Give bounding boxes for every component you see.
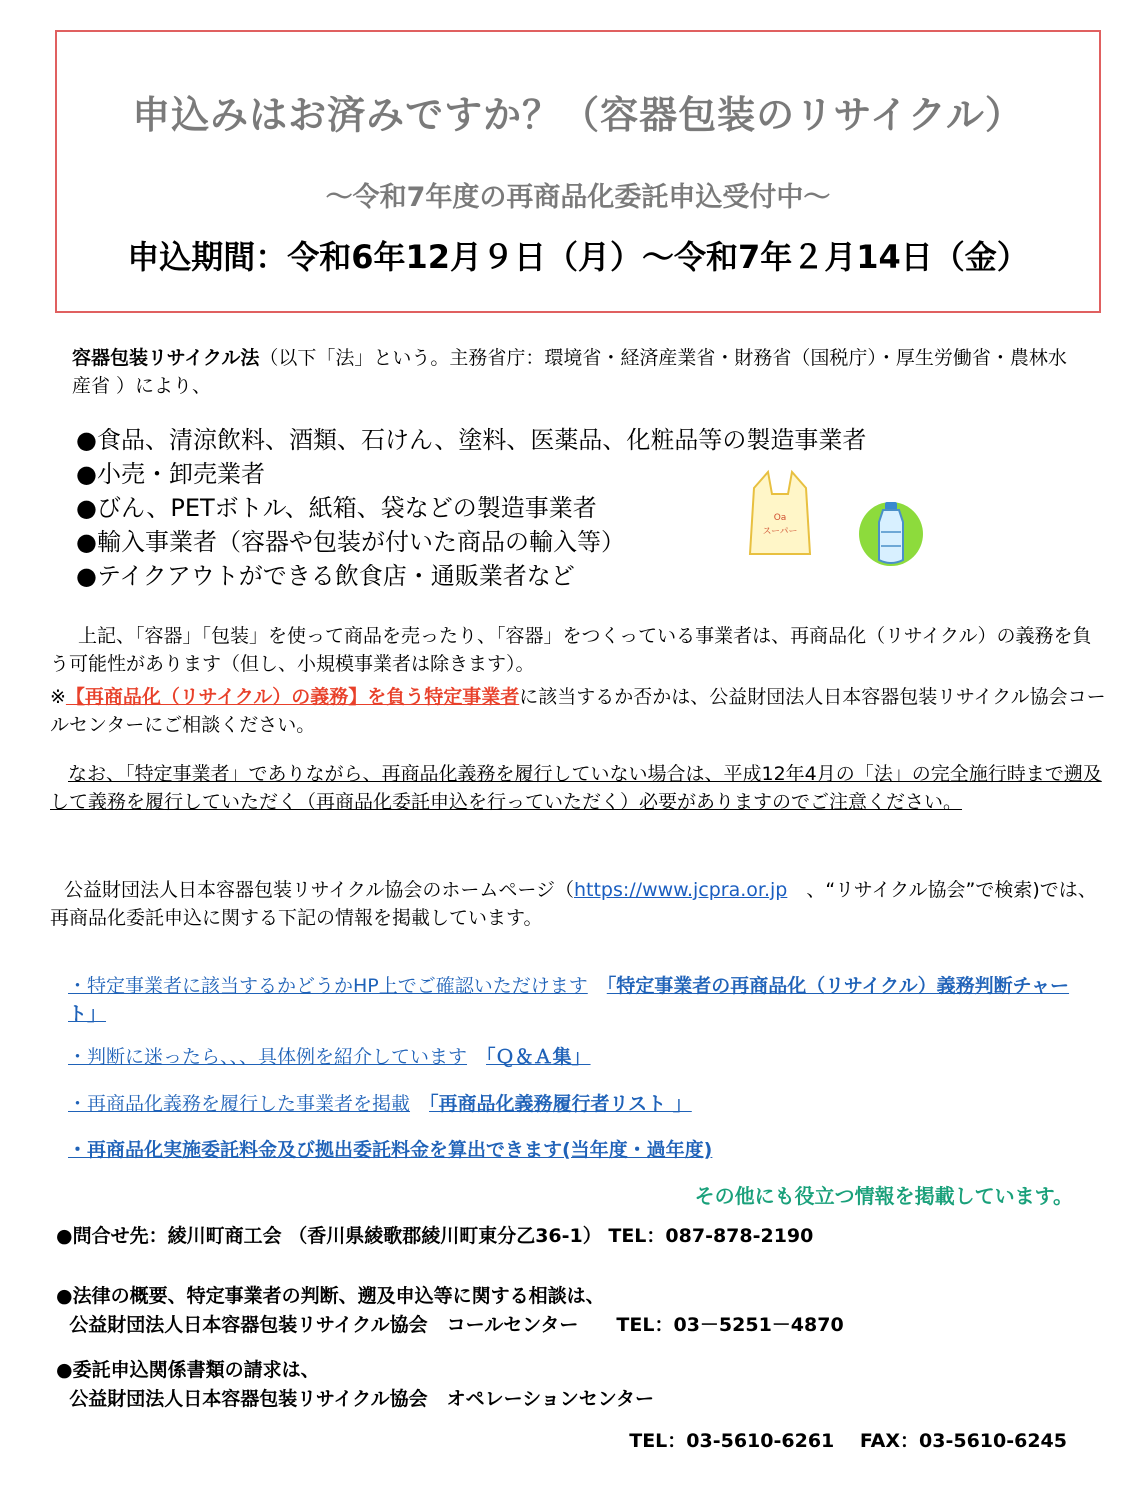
link-judgment-chart-title[interactable]: 「特定事業者の再商品化（リサイクル）義務判断チャート」: [68, 975, 1070, 1025]
law-name: 容器包装リサイクル法: [72, 347, 260, 369]
link-performer-list-text[interactable]: ・再商品化義務を履行した事業者を掲載: [68, 1093, 411, 1115]
note-mark: ※: [50, 686, 66, 708]
link-judgment-chart[interactable]: [68, 972, 1078, 1028]
intro-paragraph: [72, 344, 1082, 400]
link-qa-title[interactable]: 「Ｑ＆Ａ集」: [486, 1046, 591, 1068]
list-item: ●小売・卸売業者: [76, 460, 265, 488]
homepage-paragraph: [50, 876, 1110, 932]
note-rest: に該当するか否かは、公益財団法人日本容器包装リサイクル協会コールセンターにご相談ください。: [50, 686, 1106, 736]
link-performer-list[interactable]: [68, 1090, 1078, 1118]
homepage-text-before: 公益財団法人日本容器包装リサイクル協会のホームページ（: [64, 879, 574, 901]
contact-call-center-line2: 公益財団法人日本容器包装リサイクル協会 コールセンター TEL：03－5251－4870: [56, 1314, 844, 1336]
list-item: ●食品、清涼飲料、酒類、石けん、塗料、医薬品、化粧品等の製造事業者: [76, 426, 867, 454]
bag-label-2: スーパー: [762, 527, 798, 537]
contact-operation-center-line1: ●委託申込関係書類の請求は、: [56, 1359, 320, 1381]
page-subtitle: ～令和7年度の再商品化委託申込受付中～: [325, 182, 831, 213]
operation-center-tel-fax: TEL：03-5610-6261 FAX：03-5610-6245: [629, 1430, 1067, 1452]
specified-business-note: [50, 683, 1110, 739]
application-period: 申込期間：令和6年12月９日（月）～令和7年２月14日（金）: [127, 238, 1029, 276]
retroactive-warning: なお、「特定事業者」でありながら、再商品化義務を履行していない場合は、平成12年4月の「法」の完全施行時まで遡及して義務を履行していただく（再商品化委託申込を行っていただく）必要がありますのでご注意ください。: [50, 763, 1102, 813]
more-info-note: その他にも役立つ情報を掲載しています。: [694, 1184, 1073, 1208]
link-judgment-chart-text[interactable]: ・特定事業者に該当するかどうかHP上でご確認いただけます: [68, 975, 588, 997]
shopping-bag-icon: [748, 468, 812, 560]
link-fee-calculation[interactable]: [68, 1136, 1078, 1164]
contact-operation-center: [56, 1356, 654, 1414]
intro-rest: （以下「法」という。主務省庁：環境省・経済産業省・財務省（国税庁）・厚生労働省・農林水産省 ）により、: [72, 347, 1067, 397]
header-box: [55, 30, 1101, 313]
link-qa[interactable]: [68, 1043, 1078, 1071]
page-title: 申込みはお済みですか？（容器包装のリサイクル）: [132, 93, 1024, 137]
link-performer-list-title[interactable]: 「再商品化義務履行者リスト 」: [429, 1093, 692, 1115]
list-item: ●テイクアウトができる飲食店・通販業者など: [76, 562, 575, 590]
link-fee-calculation-title[interactable]: ・再商品化実施委託料金及び拠出委託料金を算出できます(当年度・過年度): [68, 1139, 713, 1161]
contact-call-center: [56, 1282, 844, 1340]
specified-business-highlight: 【再商品化（リサイクル）の義務】を負う特定事業者: [65, 686, 520, 708]
homepage-text-after: 、“リサイクル協会”で検索)では、再商品化委託申込に関する下記の情報を掲載しています。: [50, 879, 1097, 929]
list-item: ●輸入事業者（容器や包装が付いた商品の輸入等）: [76, 528, 625, 556]
bag-label-1: Oa: [773, 513, 787, 523]
link-qa-text[interactable]: ・判断に迷ったら、、、具体例を紹介しています: [68, 1046, 468, 1068]
obligation-paragraph: 上記、「容器」「包装」を使って商品を売ったり、「容器」をつくっている事業者は、再商品化（リサイクル）の義務を負う可能性があります（但し、小規模事業者は除きます）。: [50, 625, 1092, 675]
contact-operation-center-line2: 公益財団法人日本容器包装リサイクル協会 オペレーションセンター: [56, 1388, 655, 1410]
homepage-link[interactable]: https://www.jcpra.or.jp: [573, 879, 788, 901]
pet-bottle-icon: [855, 490, 925, 570]
list-item: ●びん、PETボトル、紙箱、袋などの製造事業者: [76, 494, 597, 522]
contact-call-center-line1: ●法律の概要、特定事業者の判断、遡及申込等に関する相談は、: [56, 1285, 605, 1307]
contact-local: ●問合せ先：綾川町商工会 （香川県綾歌郡綾川町東分乙36-1） TEL：087-878-2190: [56, 1225, 814, 1247]
